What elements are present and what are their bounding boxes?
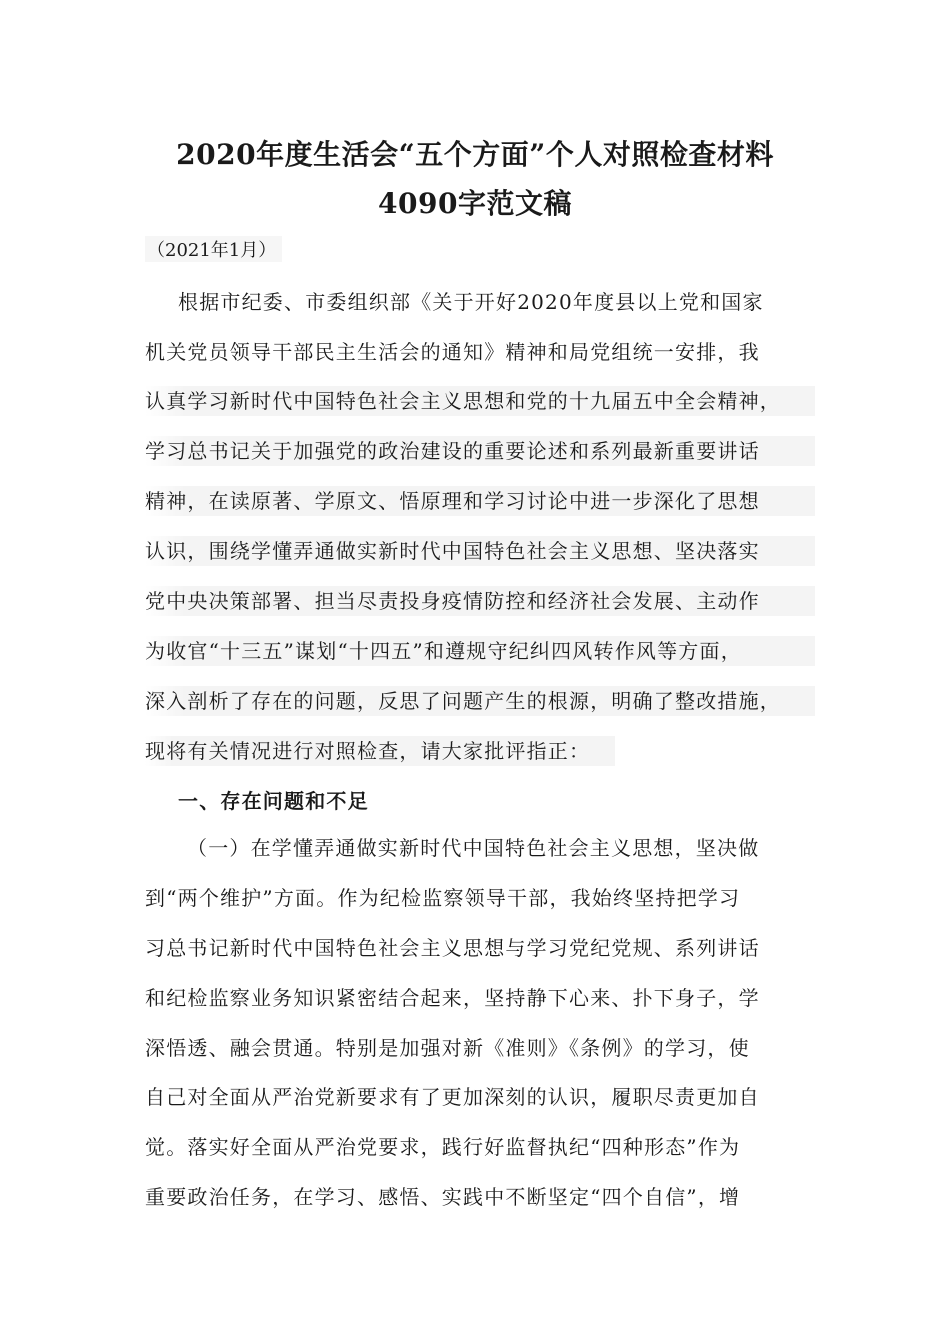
- paragraph-line: 根据市纪委、市委组织部《关于开好2020年度县以上党和国家: [178, 290, 764, 314]
- paragraph-line: 和纪检监察业务知识紧密结合起来，坚持静下心来、扑下身子，学: [145, 986, 760, 1010]
- paragraph-line: 认识，围绕学懂弄通做实新时代中国特色社会主义思想、坚决落实: [145, 536, 815, 566]
- document-title-line1: 2020年度生活会“五个方面”个人对照检查材料: [176, 138, 774, 171]
- document-date: （2021年1月）: [145, 236, 282, 262]
- section-heading: 一、存在问题和不足: [178, 789, 369, 813]
- paragraph-line: 党中央决策部署、担当尽责投身疫情防控和经济社会发展、主动作: [145, 586, 815, 616]
- paragraph-line: 为收官“十三五”谋划“十四五”和遵规守纪纠四风转作风等方面，: [145, 636, 815, 666]
- paragraph-line: 深入剖析了存在的问题，反思了问题产生的根源，明确了整改措施，: [145, 686, 815, 716]
- paragraph-line: 习总书记新时代中国特色社会主义思想与学习党纪党规、系列讲话: [145, 936, 760, 960]
- paragraph-line: 机关党员领导干部民主生活会的通知》精神和局党组统一安排，我: [145, 340, 760, 364]
- paragraph-line: 自己对全面从严治党新要求有了更加深刻的认识，履职尽责更加自: [145, 1085, 760, 1109]
- paragraph-line: 现将有关情况进行对照检查，请大家批评指正：: [145, 736, 615, 766]
- paragraph-line: 觉。落实好全面从严治党要求，践行好监督执纪“四种形态”作为: [145, 1135, 741, 1159]
- paragraph-line: 精神，在读原著、学原文、悟原理和学习讨论中进一步深化了思想: [145, 486, 815, 516]
- paragraph-line: 到“两个维护”方面。作为纪检监察领导干部，我始终坚持把学习: [145, 886, 741, 910]
- paragraph-line: 深悟透、融会贯通。特别是加强对新《准则》《条例》的学习，使: [145, 1036, 750, 1060]
- paragraph-line: （一）在学懂弄通做实新时代中国特色社会主义思想，坚决做: [187, 836, 760, 860]
- paragraph-line: 重要政治任务，在学习、感悟、实践中不断坚定“四个自信”，增: [145, 1185, 741, 1209]
- document-title-line2: 4090字范文稿: [378, 187, 572, 220]
- paragraph-line: 认真学习新时代中国特色社会主义思想和党的十九届五中全会精神，: [145, 386, 815, 416]
- paragraph-line: 学习总书记关于加强党的政治建设的重要论述和系列最新重要讲话: [145, 436, 815, 466]
